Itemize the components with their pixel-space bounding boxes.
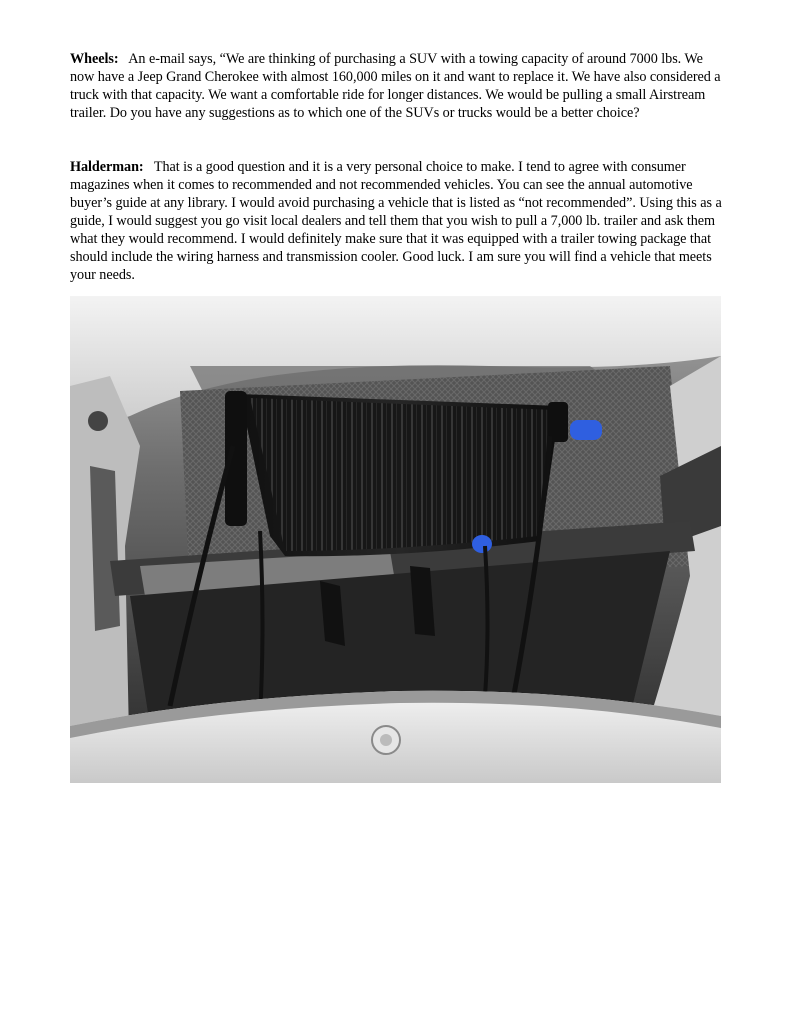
question-text: An e-mail says, “We are thinking of purchasing a SUV with a towing capacity of around 7000 lbs. We now have a Jeep Grand Cherokee with almost 160,000 miles on it and want to replace it. We have also considered a truck with that capacity. We want a comfortable ride for longer distances. We would be pulling a small Airstream trailer. Do you have any suggestions as to which one of the SUVs or trucks would be a better choice? xyxy=(70,51,721,121)
cooler-tank-right xyxy=(548,402,568,442)
speaker-halderman: Halderman: xyxy=(70,159,144,175)
blue-cap-lower xyxy=(472,535,492,553)
question-paragraph xyxy=(70,50,730,122)
transmission-cooler-photo xyxy=(70,296,721,783)
answer-paragraph xyxy=(70,158,730,284)
answer-text: That is a good question and it is a very personal choice to make. I tend to agree with consumer magazines when it comes to recommended and not recommended vehicles. You can see the annual automotive buyer’s guide at any library. I would avoid purchasing a vehicle that is listed as “not recommended”. Using this as a guide, I would suggest you go visit local dealers and tell them that you wish to pull a 7,000 lb. trailer and ask them what they would recommend. I would definitely make sure that it was equipped with a trailer towing package that should include the wiring harness and transmission cooler. Good luck. I am sure you will find a vehicle that meets your needs. xyxy=(70,159,722,283)
blue-cap-upper xyxy=(570,420,602,440)
speaker-wheels: Wheels: xyxy=(70,51,119,67)
photo-illustration xyxy=(70,296,721,783)
